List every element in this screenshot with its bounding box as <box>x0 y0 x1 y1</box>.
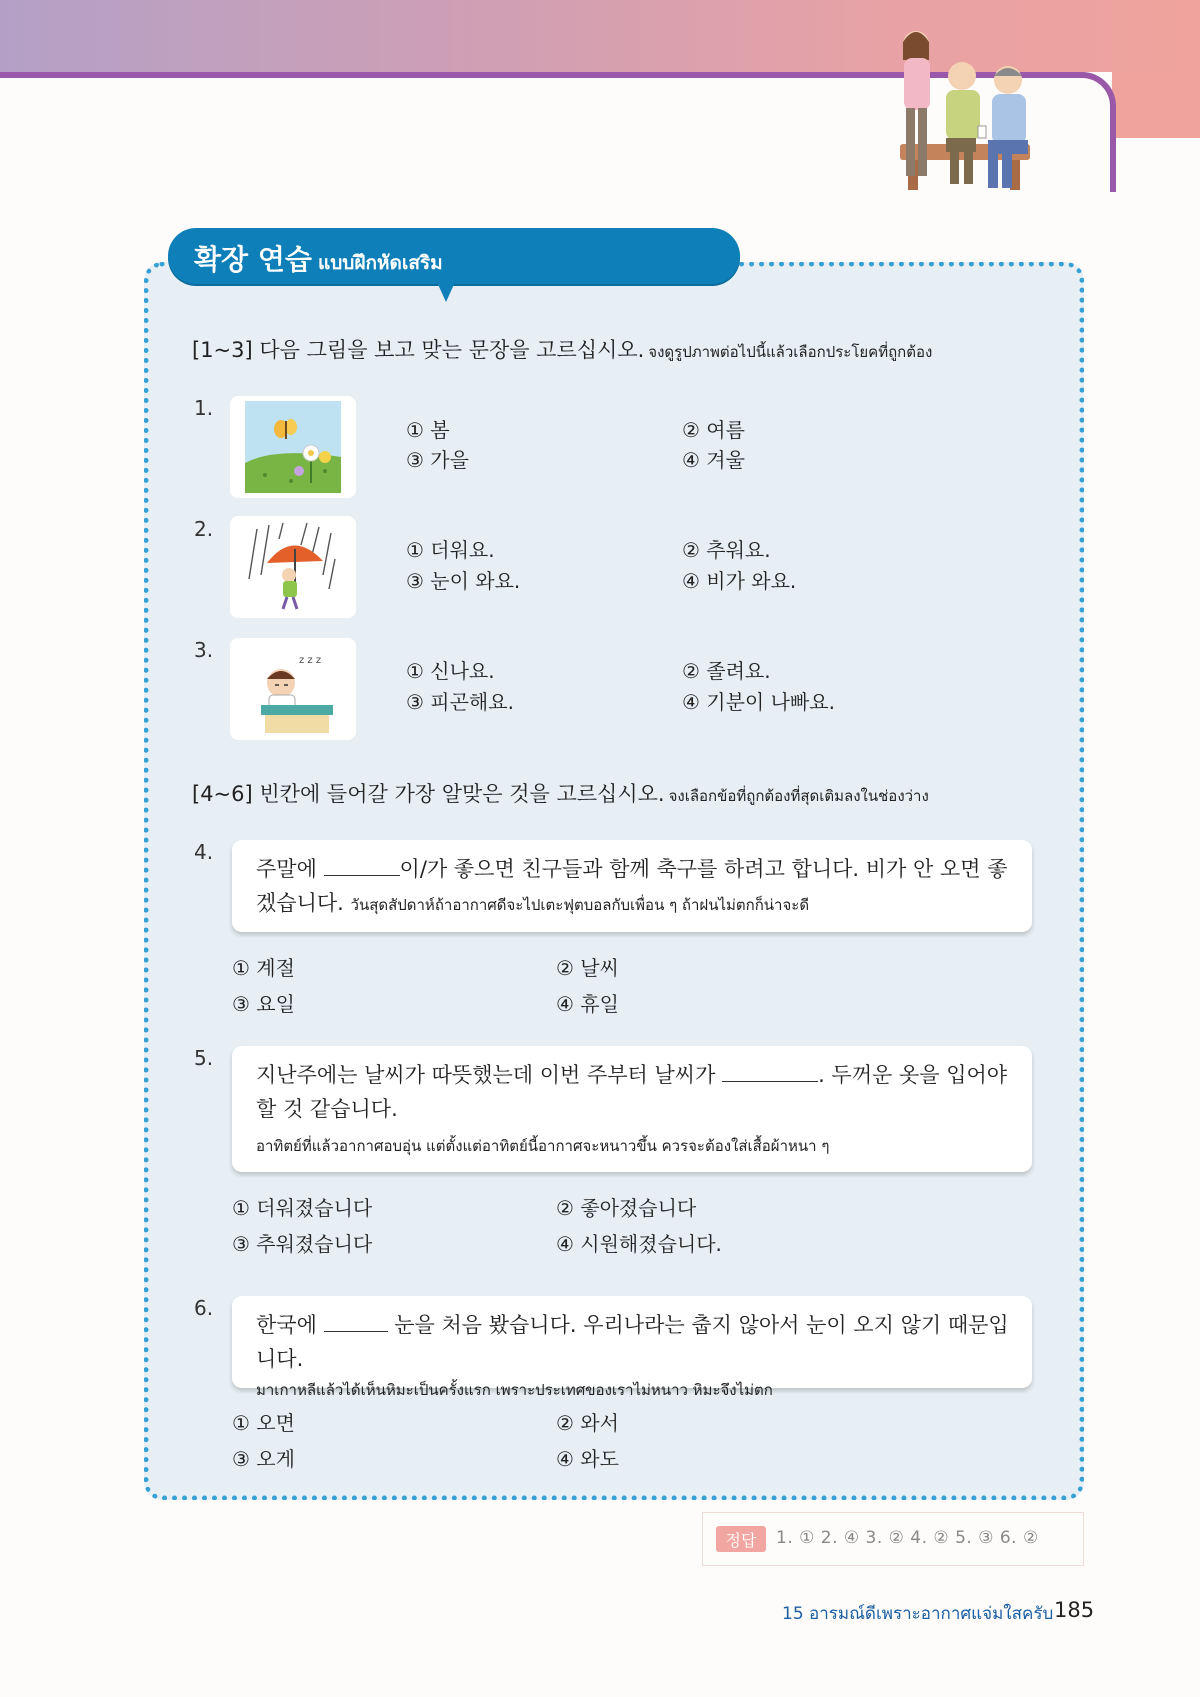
section1-heading-korean: [1~3] 다음 그림을 보고 맞는 문장을 고르십시오. <box>192 338 645 362</box>
question-2-option-2[interactable]: ② 추워요. <box>682 538 771 562</box>
question-5-option-1[interactable]: ① 더워졌습니다 <box>232 1196 373 1220</box>
header-curve <box>1060 72 1116 192</box>
answer-key-label: 정답 <box>716 1526 766 1552</box>
question-4-text-a: 주말에 <box>256 857 324 881</box>
question-6-option-2[interactable]: ② 와서 <box>556 1411 619 1435</box>
section2-heading-korean: [4~6] 빈칸에 들어갈 가장 알맞은 것을 고르십시오. <box>192 782 665 806</box>
question-2-picture <box>230 516 356 618</box>
question-1-option-2[interactable]: ② 여름 <box>682 418 745 442</box>
question-6-text-a: 한국에 <box>256 1313 324 1337</box>
rain-umbrella-picture <box>243 519 343 615</box>
question-6-option-1[interactable]: ① 오면 <box>232 1411 295 1435</box>
header-corner <box>1112 72 1200 138</box>
question-3-number: 3. <box>194 638 214 662</box>
sleepy-man-picture <box>243 641 343 737</box>
question-6-thai: มาเกาหลีแล้วได้เห็นหิมะเป็นครั้งแรก เพราะประเทศของเราไม่หนาว หิมะจึงไม่ตก <box>256 1381 773 1399</box>
question-3-option-2[interactable]: ② 졸려요. <box>682 659 771 683</box>
question-4-option-1[interactable]: ① 계절 <box>232 956 295 980</box>
question-5-option-4[interactable]: ④ 시원해졌습니다. <box>556 1232 722 1256</box>
footer-chapter-title: 15 อารมณ์ดีเพราะอากาศแจ่มใสครับ <box>782 1604 1054 1624</box>
question-1-option-3[interactable]: ③ 가을 <box>406 448 469 472</box>
section2-heading <box>192 778 929 808</box>
question-3-option-1[interactable]: ① 신나요. <box>406 659 495 683</box>
question-4-thai: วันสุดสัปดาห์ถ้าอากาศดีจะไปเตะฟุตบอลกับเพื่อน ๆ ถ้าฝนไม่ตกก็น่าจะดี <box>350 896 810 914</box>
question-2-option-1[interactable]: ① 더워요. <box>406 538 495 562</box>
question-5-card <box>232 1046 1032 1172</box>
question-5-blank[interactable] <box>722 1059 818 1082</box>
question-5-option-2[interactable]: ② 좋아졌습니다 <box>556 1196 697 1220</box>
svg-text:z z z: z z z <box>299 655 322 666</box>
question-2-option-4[interactable]: ④ 비가 와요. <box>682 569 797 593</box>
question-5-thai: อาทิตย์ที่แล้วอากาศอบอุ่น แต่ตั้งแต่อาทิตย์นี้อากาศจะหนาวขึ้น ควรจะต้องใส่เสื้อผ้าหนา ๆ <box>256 1137 830 1155</box>
section1-heading-thai: จงดูรูปภาพต่อไปนี้แล้วเลือกประโยคที่ถูกต้อง <box>648 343 933 361</box>
question-1-option-1[interactable]: ① 봄 <box>406 418 450 442</box>
question-4-number: 4. <box>194 840 214 864</box>
question-6-blank[interactable] <box>324 1309 388 1332</box>
question-5-number: 5. <box>194 1046 214 1070</box>
question-2-number: 2. <box>194 517 214 541</box>
question-5-option-3[interactable]: ③ 추워졌습니다 <box>232 1232 373 1256</box>
section2-heading-thai: จงเลือกข้อที่ถูกต้องที่สุดเติมลงในช่องว่าง <box>668 787 929 805</box>
answer-key-text: 1. ① 2. ④ 3. ② 4. ② 5. ③ 6. ② <box>776 1528 1039 1548</box>
question-6-option-4[interactable]: ④ 와도 <box>556 1447 619 1471</box>
question-6-option-3[interactable]: ③ 오게 <box>232 1447 295 1471</box>
question-3-picture <box>230 638 356 740</box>
question-4-blank[interactable] <box>324 853 400 876</box>
title-thai: แบบฝึกหัดเสริม <box>317 252 443 274</box>
question-4-text-b: 이/가 좋으면 친구들과 함께 축구를 하려고 합니다. 비가 안 오면 좋겠습니다. <box>256 857 1008 915</box>
question-2-option-3[interactable]: ③ 눈이 와요. <box>406 569 521 593</box>
question-3-option-3[interactable]: ③ 피곤해요. <box>406 690 514 714</box>
people-illustration <box>880 14 1050 200</box>
question-1-option-4[interactable]: ④ 겨울 <box>682 448 745 472</box>
question-4-option-4[interactable]: ④ 휴일 <box>556 992 619 1016</box>
title-tab-notch <box>436 280 456 302</box>
question-3-option-4[interactable]: ④ 기분이 나빠요. <box>682 690 835 714</box>
question-5-text-a: 지난주에는 날씨가 따뜻했는데 이번 주부터 날씨가 <box>256 1063 723 1087</box>
question-6-number: 6. <box>194 1296 214 1320</box>
question-5-sentence <box>256 1058 1010 1126</box>
question-4-card <box>232 840 1032 932</box>
question-5-text-b: . 두꺼운 옷을 입어야 할 것 같습니다. <box>256 1063 1008 1121</box>
question-6-text-b: 눈을 처음 봤습니다. 우리나라는 춥지 않아서 눈이 오지 않기 때문입니다. <box>256 1313 1009 1371</box>
question-4-option-2[interactable]: ② 날씨 <box>556 956 619 980</box>
section-title <box>194 238 443 278</box>
title-korean: 확장 연습 <box>194 243 312 276</box>
question-6-sentence <box>256 1308 1010 1376</box>
question-4-option-3[interactable]: ③ 요일 <box>232 992 295 1016</box>
question-1-picture <box>230 396 356 498</box>
question-1-number: 1. <box>194 396 214 420</box>
butterfly-flowers-picture <box>245 401 341 493</box>
page-number: 185 <box>1054 1598 1095 1622</box>
question-6-card <box>232 1296 1032 1399</box>
section1-heading <box>192 334 932 364</box>
